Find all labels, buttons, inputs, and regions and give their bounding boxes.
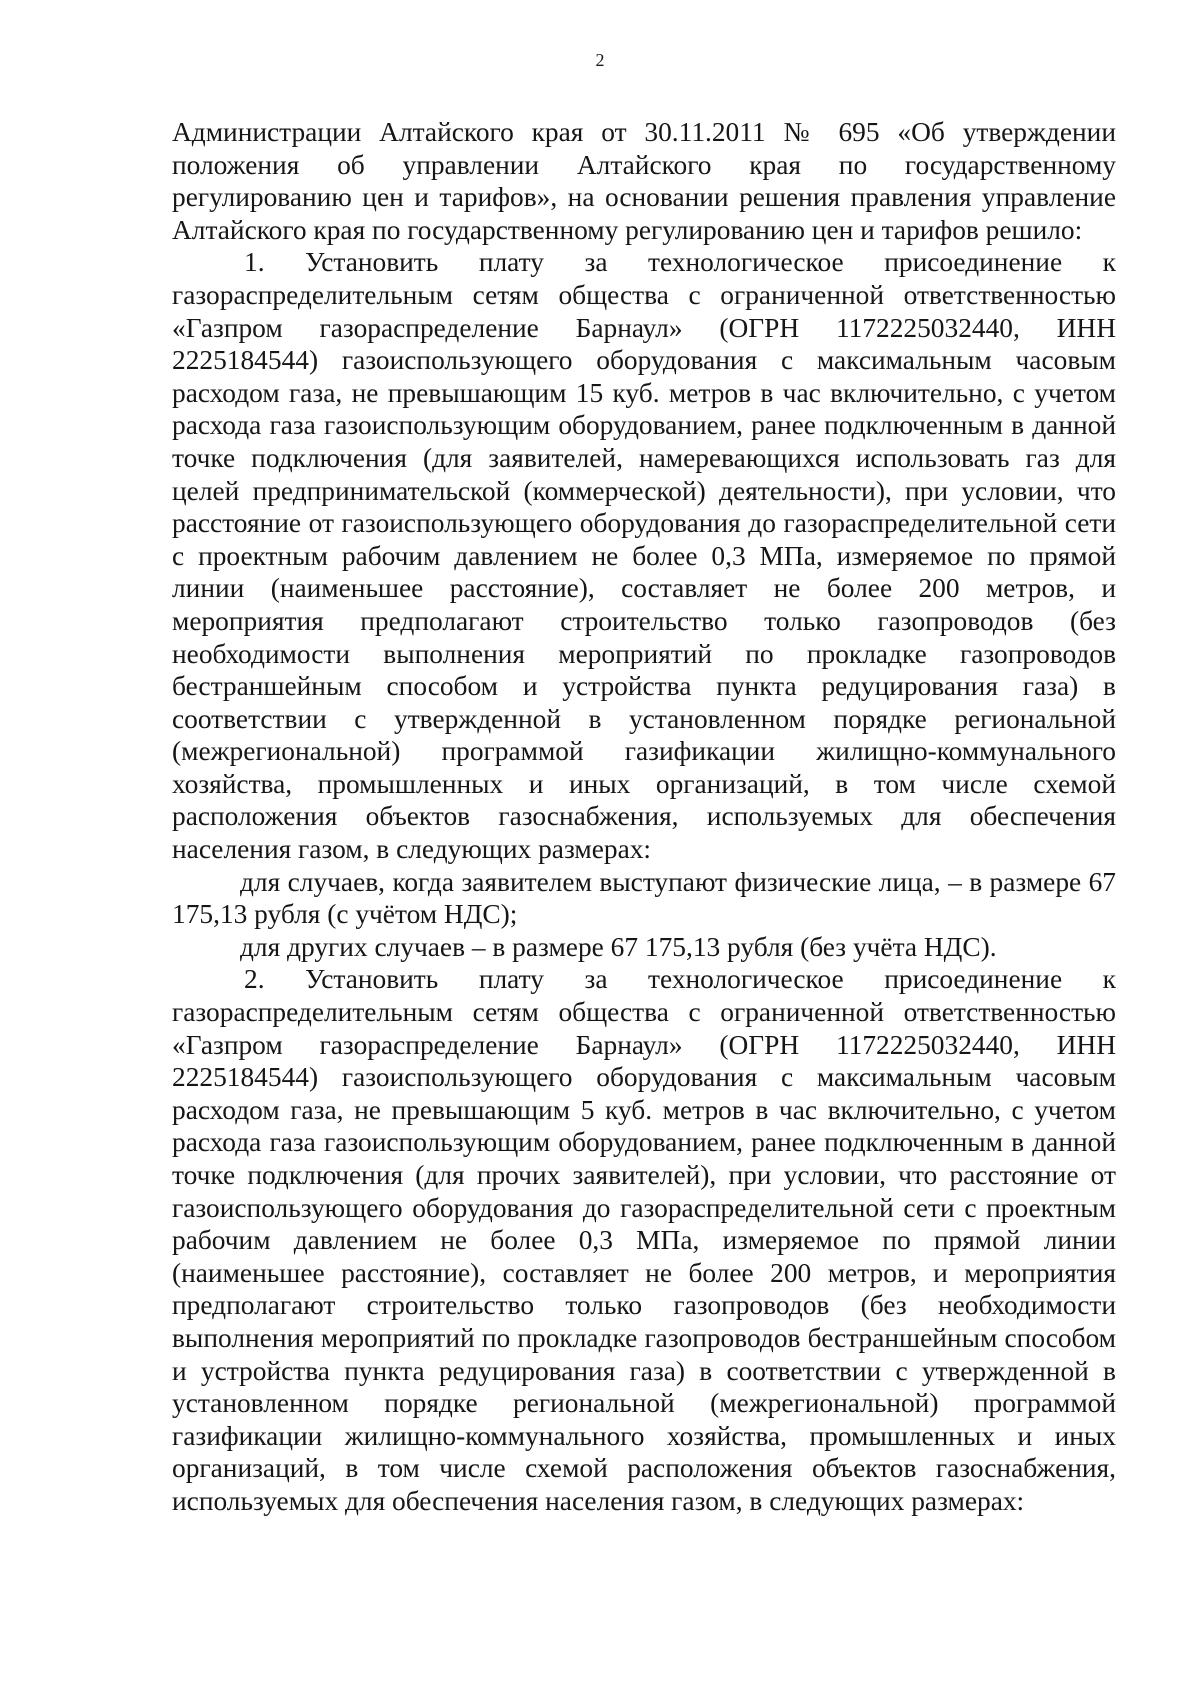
- intro-paragraph: Администрации Алтайского края от 30.11.2011 № 695 «Об утверждении положения об управлении Алтайского края по государственному регулированию цен и тарифов», на основании решения правления управление Алтайского края по государственному регулированию цен и тарифов решило:: [172, 117, 1116, 245]
- page-number: 2: [595, 50, 605, 70]
- document-body: [172, 116, 1116, 1518]
- clause-1-paragraph: 1. Установить плату за технологическое присоединение к газораспределительным сетям общества с ограниченной ответственностью «Газпром газораспределение Барнаул» (ОГРН 1172225032440, ИНН 2225184544) газоиспользующего оборудования с максимальным часовым расходом газа, не превышающим 15 куб. метров в час включительно, с учетом расхода газа газоиспользующим оборудованием, ранее подключенным в данной точке подключения (для заявителей, намеревающихся использовать газ для целей предпринимательской (коммерческой) деятельности), при условии, что расстояние от газоиспользующего оборудования до газораспределительной сети с проектным рабочим давлением не более 0,3 МПа, измеряемое по прямой линии (наименьшее расстояние), составляет не более 200 метров, и мероприятия предполагают строительство только газопроводов (без необходимости выполнения мероприятий по прокладке газопроводов бестраншейным способом и устройства пункта редуцирования газа) в соответствии с утвержденной в установленном порядке региональной (межрегиональной) программой газификации жилищно-коммунального хозяйства, промышленных и иных организаций, в том числе схемой расположения объектов газоснабжения, используемых для обеспечения населения газом, в следующих размерах:: [172, 247, 1116, 865]
- clause-2-paragraph: 2. Установить плату за технологическое присоединение к газораспределительным сетям общества с ограниченной ответственностью «Газпром газораспределение Барнаул» (ОГРН 1172225032440, ИНН 2225184544) газоиспользующего оборудования с максимальным часовым расходом газа, не превышающим 5 куб. метров в час включительно, с учетом расхода газа газоиспользующим оборудованием, ранее подключенным в данной точке подключения (для прочих заявителей), при условии, что расстояние от газоиспользующего оборудования до газораспределительной сети с проектным рабочим давлением не более 0,3 МПа, измеряемое по прямой линии (наименьшее расстояние), составляет не более 200 метров, и мероприятия предполагают строительство только газопроводов (без необходимости выполнения мероприятий по прокладке газопроводов бестраншейным способом и устройства пункта редуцирования газа) в соответствии с утвержденной в установленном порядке региональной (межрегиональной) программой газификации жилищно-коммунального хозяйства, промышленных и иных организаций, в том числе схемой расположения объектов газоснабжения, используемых для обеспечения населения газом, в следующих размерах:: [172, 964, 1116, 1516]
- clause-1-individuals-paragraph: для случаев, когда заявителем выступают физические лица, – в размере 67 175,13 рубля (с учётом НДС);: [172, 866, 1116, 930]
- clause-1-other-paragraph: для других случаев – в размере 67 175,13 рубля (без учёта НДС).: [240, 931, 997, 962]
